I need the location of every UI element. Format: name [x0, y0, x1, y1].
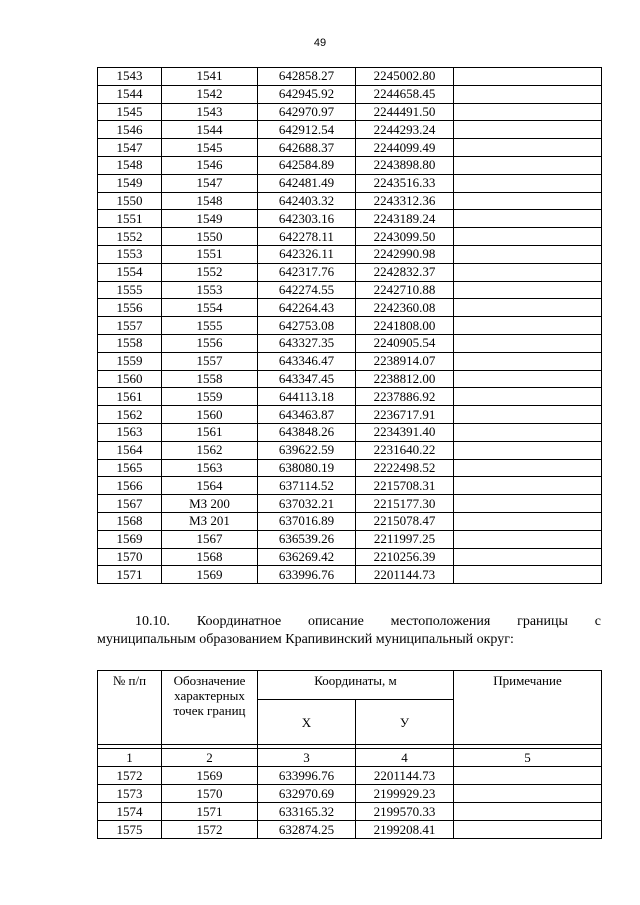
designation-cell: 1542: [162, 85, 258, 103]
designation-cell: 1547: [162, 174, 258, 192]
designation-cell: 1554: [162, 299, 258, 317]
point-number-cell: 1555: [98, 281, 162, 299]
note-cell: [454, 317, 602, 335]
x-coordinate-cell: 637016.89: [258, 512, 356, 530]
y-coordinate-cell: 2243898.80: [356, 156, 454, 174]
designation-cell: 1571: [162, 803, 258, 821]
table-row: [98, 406, 602, 424]
y-coordinate-cell: 2199929.23: [356, 785, 454, 803]
x-coordinate-cell: 643346.47: [258, 352, 356, 370]
table-row: [98, 210, 602, 228]
y-coordinate-cell: 2215708.31: [356, 477, 454, 495]
y-coordinate-cell: 2238812.00: [356, 370, 454, 388]
y-coordinate-cell: 2210256.39: [356, 548, 454, 566]
note-cell: [454, 785, 602, 803]
designation-cell: 1559: [162, 388, 258, 406]
x-coordinate-cell: 642912.54: [258, 121, 356, 139]
table-row: [98, 548, 602, 566]
designation-cell: 1560: [162, 406, 258, 424]
designation-cell: 1558: [162, 370, 258, 388]
table-row: [98, 103, 602, 121]
designation-cell: МЗ 200: [162, 495, 258, 513]
x-coordinate-cell: 637114.52: [258, 477, 356, 495]
designation-cell: 1543: [162, 103, 258, 121]
point-number-cell: 1573: [98, 785, 162, 803]
note-cell: [454, 103, 602, 121]
y-coordinate-cell: 2238914.07: [356, 352, 454, 370]
note-cell: [454, 803, 602, 821]
point-number-cell: 1556: [98, 299, 162, 317]
note-cell: [454, 370, 602, 388]
y-coordinate-cell: 2201144.73: [356, 566, 454, 584]
point-number-cell: 1545: [98, 103, 162, 121]
y-coordinate-cell: 2245002.80: [356, 68, 454, 86]
header-x: Х: [258, 700, 356, 745]
point-number-cell: 1552: [98, 228, 162, 246]
note-cell: [454, 210, 602, 228]
note-cell: [454, 68, 602, 86]
table-row: [98, 68, 602, 86]
x-coordinate-cell: 642326.11: [258, 245, 356, 263]
table-row: [98, 174, 602, 192]
note-cell: [454, 566, 602, 584]
table-row: [98, 245, 602, 263]
column-number: 3: [258, 749, 356, 767]
note-cell: [454, 441, 602, 459]
y-coordinate-cell: 2211997.25: [356, 530, 454, 548]
table-row: [98, 495, 602, 513]
table-row: [98, 299, 602, 317]
note-cell: [454, 459, 602, 477]
table-row: [98, 139, 602, 157]
x-coordinate-cell: 633165.32: [258, 803, 356, 821]
column-number: 5: [454, 749, 602, 767]
point-number-cell: 1547: [98, 139, 162, 157]
point-number-cell: 1553: [98, 245, 162, 263]
x-coordinate-cell: 632970.69: [258, 785, 356, 803]
table-row: [98, 388, 602, 406]
header-num: № п/п: [98, 671, 162, 745]
point-number-cell: 1564: [98, 441, 162, 459]
note-cell: [454, 156, 602, 174]
designation-cell: 1569: [162, 767, 258, 785]
note-cell: [454, 548, 602, 566]
y-coordinate-cell: 2244099.49: [356, 139, 454, 157]
designation-cell: 1569: [162, 566, 258, 584]
table-row: [98, 85, 602, 103]
note-cell: [454, 512, 602, 530]
column-number: 4: [356, 749, 454, 767]
designation-cell: МЗ 201: [162, 512, 258, 530]
x-coordinate-cell: 642858.27: [258, 68, 356, 86]
note-cell: [454, 121, 602, 139]
point-number-cell: 1575: [98, 821, 162, 839]
point-number-cell: 1563: [98, 423, 162, 441]
heading-word: границы: [517, 614, 568, 629]
heading-word: с: [594, 614, 601, 629]
y-coordinate-cell: 2199570.33: [356, 803, 454, 821]
y-coordinate-cell: 2242990.98: [356, 245, 454, 263]
point-number-cell: 1549: [98, 174, 162, 192]
header-note: Примечание: [454, 671, 602, 745]
point-number-cell: 1562: [98, 406, 162, 424]
point-number-cell: 1565: [98, 459, 162, 477]
y-coordinate-cell: 2240905.54: [356, 334, 454, 352]
point-number-cell: 1546: [98, 121, 162, 139]
designation-cell: 1562: [162, 441, 258, 459]
point-number-cell: 1561: [98, 388, 162, 406]
column-number: 1: [98, 749, 162, 767]
x-coordinate-cell: 642403.32: [258, 192, 356, 210]
designation-cell: 1541: [162, 68, 258, 86]
table-row: [98, 281, 602, 299]
heading-word: описание: [308, 614, 364, 629]
x-coordinate-cell: 642688.37: [258, 139, 356, 157]
designation-cell: 1549: [162, 210, 258, 228]
point-number-cell: 1567: [98, 495, 162, 513]
table-row: [98, 121, 602, 139]
y-coordinate-cell: 2244491.50: [356, 103, 454, 121]
note-cell: [454, 821, 602, 839]
x-coordinate-cell: 642584.89: [258, 156, 356, 174]
x-coordinate-cell: 643327.35: [258, 334, 356, 352]
y-coordinate-cell: 2215078.47: [356, 512, 454, 530]
designation-cell: 1570: [162, 785, 258, 803]
x-coordinate-cell: 643347.45: [258, 370, 356, 388]
note-cell: [454, 85, 602, 103]
point-number-cell: 1569: [98, 530, 162, 548]
y-coordinate-cell: 2242710.88: [356, 281, 454, 299]
y-coordinate-cell: 2236717.91: [356, 406, 454, 424]
designation-cell: 1546: [162, 156, 258, 174]
designation-cell: 1551: [162, 245, 258, 263]
section-heading-line1: [97, 613, 601, 631]
point-number-cell: 1571: [98, 566, 162, 584]
y-coordinate-cell: 2201144.73: [356, 767, 454, 785]
table-row: [98, 512, 602, 530]
x-coordinate-cell: 638080.19: [258, 459, 356, 477]
note-cell: [454, 299, 602, 317]
column-numbering-row: [98, 749, 602, 767]
point-number-cell: 1554: [98, 263, 162, 281]
heading-word: Координатное: [196, 614, 282, 629]
section-heading-line2: муниципальным образованием Крапивинский муниципальный округ:: [97, 632, 514, 647]
x-coordinate-cell: 642317.76: [258, 263, 356, 281]
y-coordinate-cell: 2242360.08: [356, 299, 454, 317]
y-coordinate-cell: 2244293.24: [356, 121, 454, 139]
section-number: 10.10.: [135, 614, 170, 629]
x-coordinate-cell: 633996.76: [258, 767, 356, 785]
point-number-cell: 1560: [98, 370, 162, 388]
page-number: 49: [313, 37, 327, 49]
point-number-cell: 1558: [98, 334, 162, 352]
table-row: [98, 821, 602, 839]
note-cell: [454, 245, 602, 263]
coordinates-table: [97, 670, 602, 839]
x-coordinate-cell: 643848.26: [258, 423, 356, 441]
x-coordinate-cell: 636539.26: [258, 530, 356, 548]
y-coordinate-cell: 2243312.36: [356, 192, 454, 210]
note-cell: [454, 334, 602, 352]
x-coordinate-cell: 636269.42: [258, 548, 356, 566]
x-coordinate-cell: 637032.21: [258, 495, 356, 513]
x-coordinate-cell: 642303.16: [258, 210, 356, 228]
designation-cell: 1561: [162, 423, 258, 441]
note-cell: [454, 139, 602, 157]
point-number-cell: 1572: [98, 767, 162, 785]
table-row: [98, 441, 602, 459]
designation-cell: 1548: [162, 192, 258, 210]
section-heading: [97, 613, 601, 649]
note-cell: [454, 174, 602, 192]
point-number-cell: 1574: [98, 803, 162, 821]
table-row: [98, 477, 602, 495]
note-cell: [454, 192, 602, 210]
x-coordinate-cell: 643463.87: [258, 406, 356, 424]
coordinates-table-continued: [97, 67, 602, 584]
note-cell: [454, 352, 602, 370]
point-number-cell: 1550: [98, 192, 162, 210]
point-number-cell: 1544: [98, 85, 162, 103]
x-coordinate-cell: 642274.55: [258, 281, 356, 299]
x-coordinate-cell: 642481.49: [258, 174, 356, 192]
y-coordinate-cell: 2243189.24: [356, 210, 454, 228]
designation-cell: 1557: [162, 352, 258, 370]
header-coordinates: Координаты, м: [258, 671, 454, 700]
table-row: [98, 156, 602, 174]
point-number-cell: 1543: [98, 68, 162, 86]
point-number-cell: 1548: [98, 156, 162, 174]
designation-cell: 1552: [162, 263, 258, 281]
note-cell: [454, 767, 602, 785]
table-row: [98, 192, 602, 210]
y-coordinate-cell: 2244658.45: [356, 85, 454, 103]
table-row: [98, 370, 602, 388]
y-coordinate-cell: 2199208.41: [356, 821, 454, 839]
note-cell: [454, 228, 602, 246]
x-coordinate-cell: 644113.18: [258, 388, 356, 406]
designation-cell: 1563: [162, 459, 258, 477]
note-cell: [454, 495, 602, 513]
table-row: [98, 767, 602, 785]
y-coordinate-cell: 2243099.50: [356, 228, 454, 246]
table-row: [98, 423, 602, 441]
designation-cell: 1544: [162, 121, 258, 139]
y-coordinate-cell: 2242832.37: [356, 263, 454, 281]
header-y: У: [356, 700, 454, 745]
designation-cell: 1553: [162, 281, 258, 299]
y-coordinate-cell: 2237886.92: [356, 388, 454, 406]
table-row: [98, 263, 602, 281]
header-designation: Обозначение характерных точек границ: [162, 671, 258, 745]
table-row: [98, 566, 602, 584]
x-coordinate-cell: 642753.08: [258, 317, 356, 335]
note-cell: [454, 477, 602, 495]
designation-cell: 1567: [162, 530, 258, 548]
point-number-cell: 1551: [98, 210, 162, 228]
point-number-cell: 1570: [98, 548, 162, 566]
table-row: [98, 803, 602, 821]
point-number-cell: 1559: [98, 352, 162, 370]
designation-cell: 1564: [162, 477, 258, 495]
note-cell: [454, 263, 602, 281]
y-coordinate-cell: 2222498.52: [356, 459, 454, 477]
designation-cell: 1555: [162, 317, 258, 335]
heading-word: местоположения: [390, 614, 491, 629]
table-row: [98, 334, 602, 352]
table-row: [98, 785, 602, 803]
note-cell: [454, 423, 602, 441]
designation-cell: 1556: [162, 334, 258, 352]
x-coordinate-cell: 642264.43: [258, 299, 356, 317]
column-number: 2: [162, 749, 258, 767]
table-row: [98, 459, 602, 477]
y-coordinate-cell: 2243516.33: [356, 174, 454, 192]
designation-cell: 1550: [162, 228, 258, 246]
x-coordinate-cell: 642970.97: [258, 103, 356, 121]
table-row: [98, 352, 602, 370]
y-coordinate-cell: 2231640.22: [356, 441, 454, 459]
y-coordinate-cell: 2215177.30: [356, 495, 454, 513]
point-number-cell: 1568: [98, 512, 162, 530]
designation-cell: 1545: [162, 139, 258, 157]
point-number-cell: 1566: [98, 477, 162, 495]
table-row: [98, 317, 602, 335]
table-row: [98, 228, 602, 246]
point-number-cell: 1557: [98, 317, 162, 335]
designation-cell: 1572: [162, 821, 258, 839]
note-cell: [454, 281, 602, 299]
table-row: [98, 530, 602, 548]
note-cell: [454, 406, 602, 424]
y-coordinate-cell: 2241808.00: [356, 317, 454, 335]
note-cell: [454, 530, 602, 548]
x-coordinate-cell: 632874.25: [258, 821, 356, 839]
x-coordinate-cell: 633996.76: [258, 566, 356, 584]
x-coordinate-cell: 642945.92: [258, 85, 356, 103]
designation-cell: 1568: [162, 548, 258, 566]
x-coordinate-cell: 639622.59: [258, 441, 356, 459]
y-coordinate-cell: 2234391.40: [356, 423, 454, 441]
x-coordinate-cell: 642278.11: [258, 228, 356, 246]
note-cell: [454, 388, 602, 406]
